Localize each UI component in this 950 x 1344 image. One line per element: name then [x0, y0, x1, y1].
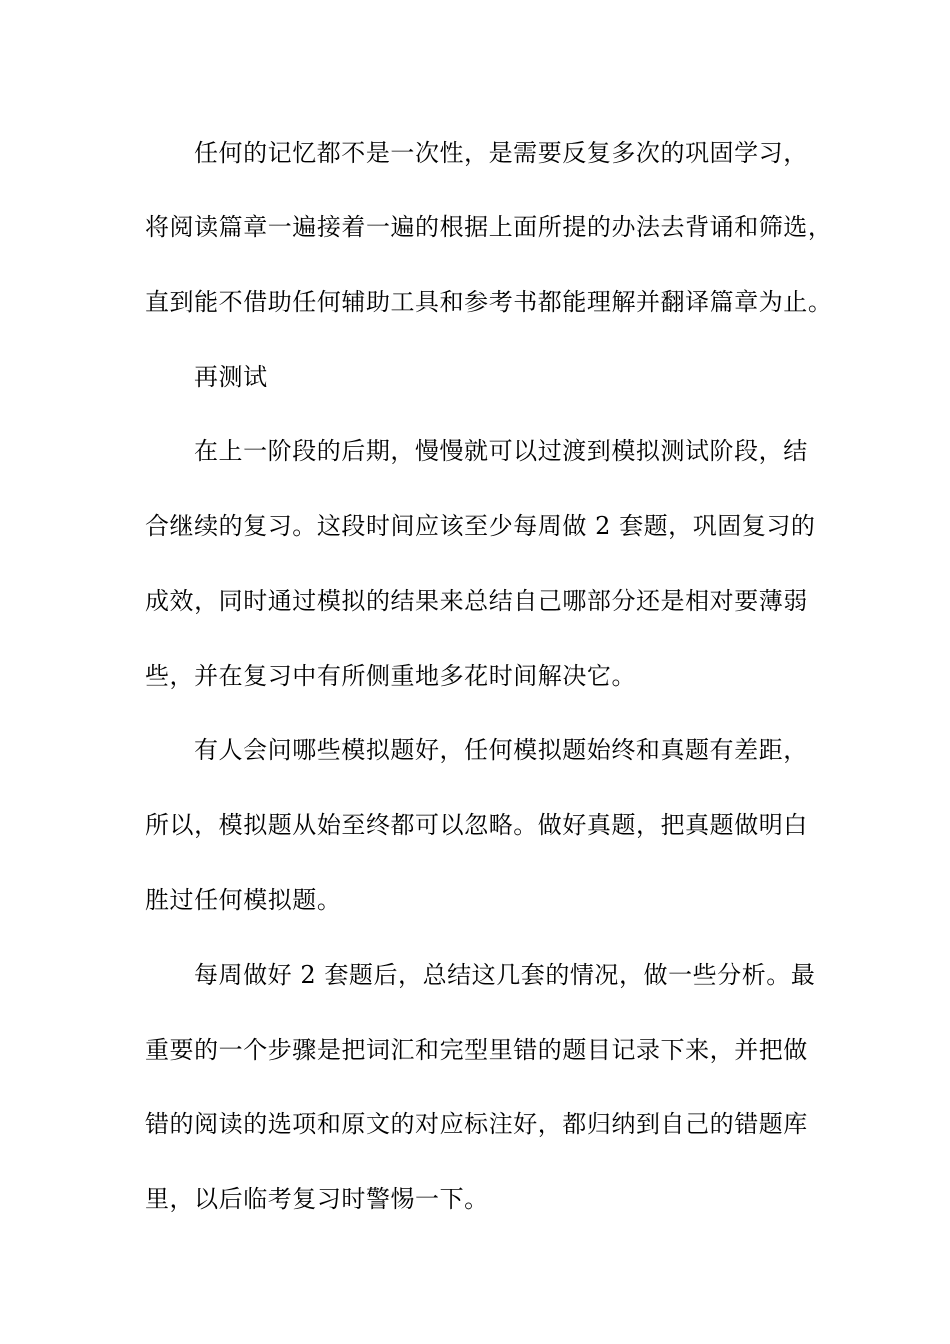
paragraph-line: 重要的一个步骤是把词汇和完型里错的题目记录下来，并把做 — [145, 1036, 808, 1064]
paragraph-line: 每周做好 2 套题后，总结这几套的情况，做一些分析。最 — [194, 961, 816, 989]
paragraph-line: 错的阅读的选项和原文的对应标注好，都归纳到自己的错题库 — [145, 1110, 808, 1138]
paragraph-line: 些，并在复习中有所侧重地多花时间解决它。 — [145, 662, 636, 690]
paragraph-line: 所以，模拟题从始至终都可以忽略。做好真题，把真题做明白 — [145, 811, 808, 839]
section-heading: 再测试 — [194, 363, 268, 391]
paragraph-line: 有人会问哪些模拟题好，任何模拟题始终和真题有差距， — [194, 736, 808, 764]
paragraph-line: 将阅读篇章一遍接着一遍的根据上面所提的办法去背诵和筛选， — [145, 213, 833, 241]
paragraph-line: 成效，同时通过模拟的结果来总结自己哪部分还是相对要薄弱 — [145, 587, 808, 615]
paragraph-line: 直到能不借助任何辅助工具和参考书都能理解并翻译篇章为止。 — [145, 288, 833, 316]
paragraph-line: 在上一阶段的后期，慢慢就可以过渡到模拟测试阶段，结 — [194, 437, 808, 465]
paragraph-line: 任何的记忆都不是一次性，是需要反复多次的巩固学习， — [194, 139, 808, 167]
paragraph-line: 里，以后临考复习时警惕一下。 — [145, 1185, 489, 1213]
paragraph-line: 胜过任何模拟题。 — [145, 886, 342, 914]
paragraph-line: 合继续的复习。这段时间应该至少每周做 2 套题，巩固复习的 — [145, 512, 816, 540]
